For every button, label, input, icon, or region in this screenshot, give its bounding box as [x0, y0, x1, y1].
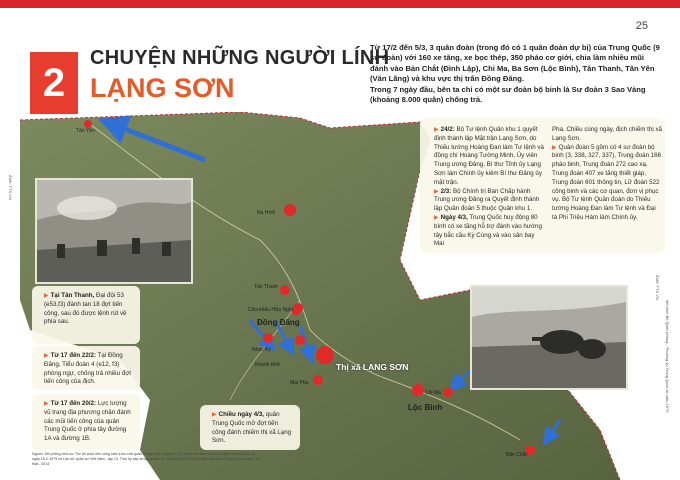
place-loc-binh: Lộc Bình [408, 403, 443, 412]
place-tan-yen: Tân Yên [76, 128, 95, 134]
place-cua-khau: Cửa khẩu Hữu Nghị [248, 307, 293, 313]
place-chi-ma: Chi Ma [425, 390, 441, 396]
top-accent-bar [0, 0, 680, 8]
intro-paragraph-2: Trong 7 ngày đầu, bên ta chỉ có một sư đoàn bộ binh là Sư đoàn 3 Sao Vàng (khoảng 8.000 quân) chống trả. [370, 84, 646, 105]
chapter-title-line1: CHUYỆN NHỮNG NGƯỜI LÍNH [90, 47, 390, 69]
side-credit: Mô hình Bộ Quốc phòng - Thường vụ Trung Quốc từ năm 1979 [665, 300, 670, 413]
place-na-hinh: Na Hình [257, 210, 276, 216]
source-footnote: Nguồn: Mô phỏng bình sơ "Sơ đồ cuộc tiến công xâm lược của quân Trung Quốc (ngày 17-2)" dựng trên bản Quân đội Nhân dân số 8-6, số ngày 18-2-1979 và Lịch sử quân sự Việt Nam - tập 13, Thời kỳ xây dựng và bảo vệ Tổ quốc (1975-2000), Nhà xuất bản Chính trị Quốc gia - Sự thật - 2014 [32, 452, 261, 466]
timeline-entry: ▶ 24/2: Bộ Tư lệnh Quân khu 1 quyết định thành lập Mặt trận Lạng Sơn, do Thiếu tướng Hoàng Đan làm Tư lệnh và đồng chí Hoàng Tường Minh, Ủy viên Trung ương Đảng, Bí thư Tỉnh ủy Lạng Sơn làm Chính ủy kiêm Bí thư Đảng ủy mặt trận. [434, 126, 544, 186]
place-lang-son: Thị xã LẠNG SƠN [336, 362, 409, 372]
photo2-credit: ẢNH: TTX VN [655, 275, 660, 300]
timeline-entry: ▶ Ngày 4/3, Trung Quốc huy động 80 bình có xe tăng hỗ trợ đánh vào hướng tây bắc cầu Kỳ Cùng và vào sân bay Mai [434, 213, 542, 248]
place-nhac-ky: Nhạc Kỳ [252, 347, 271, 353]
timeline-entry: Pha. Chiều cùng ngày, địch chiếm thị xã Lạng Sơn. [552, 126, 662, 142]
timeline-right-col2 [552, 126, 662, 223]
timeline-box-mid: ▶ Chiều ngày 4/3, quân Trung Quốc mở đợt tiến công đánh chiếm thị xã Lạng Sơn. [200, 405, 300, 450]
place-mai-pha: Mai Pha [290, 380, 309, 386]
place-tan-thanh: Tân Thanh [254, 284, 279, 290]
timeline-box-left-3: ▶ Từ 17 đến 20/2: Lực lượng vũ trang địa phương chặn đánh các mũi tiến công của quân Trung Quốc ở phía tây đường 1A và đường 1B. [32, 394, 140, 450]
timeline-entry: ▶ Quân đoàn 5 gồm có 4 sư đoàn bộ binh (3, 338, 327, 337), Trung đoàn 166 pháo binh, Trung đoàn 272 cao xạ, Trung đoàn 407 xe tăng thiết giáp, Trung đoàn 601 thông tin, Lữ đoàn 522 công binh và các cơ quan, đơn vị phục vụ. Bộ Tư lệnh Quân đoàn do Thiếu tướng Hoàng Đan làm Tư lệnh và Đại tá Phi Triệu Hàm làm Chính ủy. [552, 143, 662, 221]
intro-text [370, 43, 660, 106]
chapter-number: 2 [30, 52, 78, 114]
battle-photo-2 [470, 285, 628, 390]
place-dong-dang: Đồng Đăng [257, 318, 300, 327]
page-number: 25 [635, 20, 648, 32]
photo1-credit: ẢNH: TTX VN [8, 175, 13, 200]
battle-photo-1 [35, 178, 193, 284]
timeline-entry: ▶ 2/3: Bộ Chính trị Ban Chấp hành Trung ương Đảng ra Quyết định thành lập Quân đoàn 5 thuộc Quân khu 1. [434, 187, 540, 213]
place-khanh-khe: Khánh Khê [255, 362, 280, 368]
chapter-title-line2: LẠNG SƠN [90, 73, 235, 103]
timeline-box-right [420, 118, 665, 253]
timeline-box-left-1: ▶ Tại Tân Thanh, Đại đội 53 (e53,f3) đánh tan 18 đợt tiến công, sau đó được lệnh rút về phía sau. [32, 286, 140, 344]
intro-paragraph-1: Từ 17/2 đến 5/3, 3 quân đoàn (trong đó có 1 quân đoàn dự bị) của Trung Quốc (9 sư đoàn) với 160 xe tăng, xe bọc thép, 350 pháo cơ giới, chia làm nhiều mũi đánh vào Bản Chắt (Đình Lập), Chi Ma, Ba Sơn (Lộc Bình), Tân Thanh, Tân Yên (Văn Lãng) và khu vực thị trấn Đồng Đăng. [370, 43, 660, 84]
place-ban-chat: Bản Chắt [506, 452, 527, 458]
timeline-right-col1 [434, 126, 544, 249]
timeline-box-left-2: ▶ Từ 17 đến 22/2: Tại Đồng Đăng, Tiểu đoàn 4 (e12, f3) phòng ngự, chống trả nhiều đợt tiến công của địch. [32, 346, 140, 390]
